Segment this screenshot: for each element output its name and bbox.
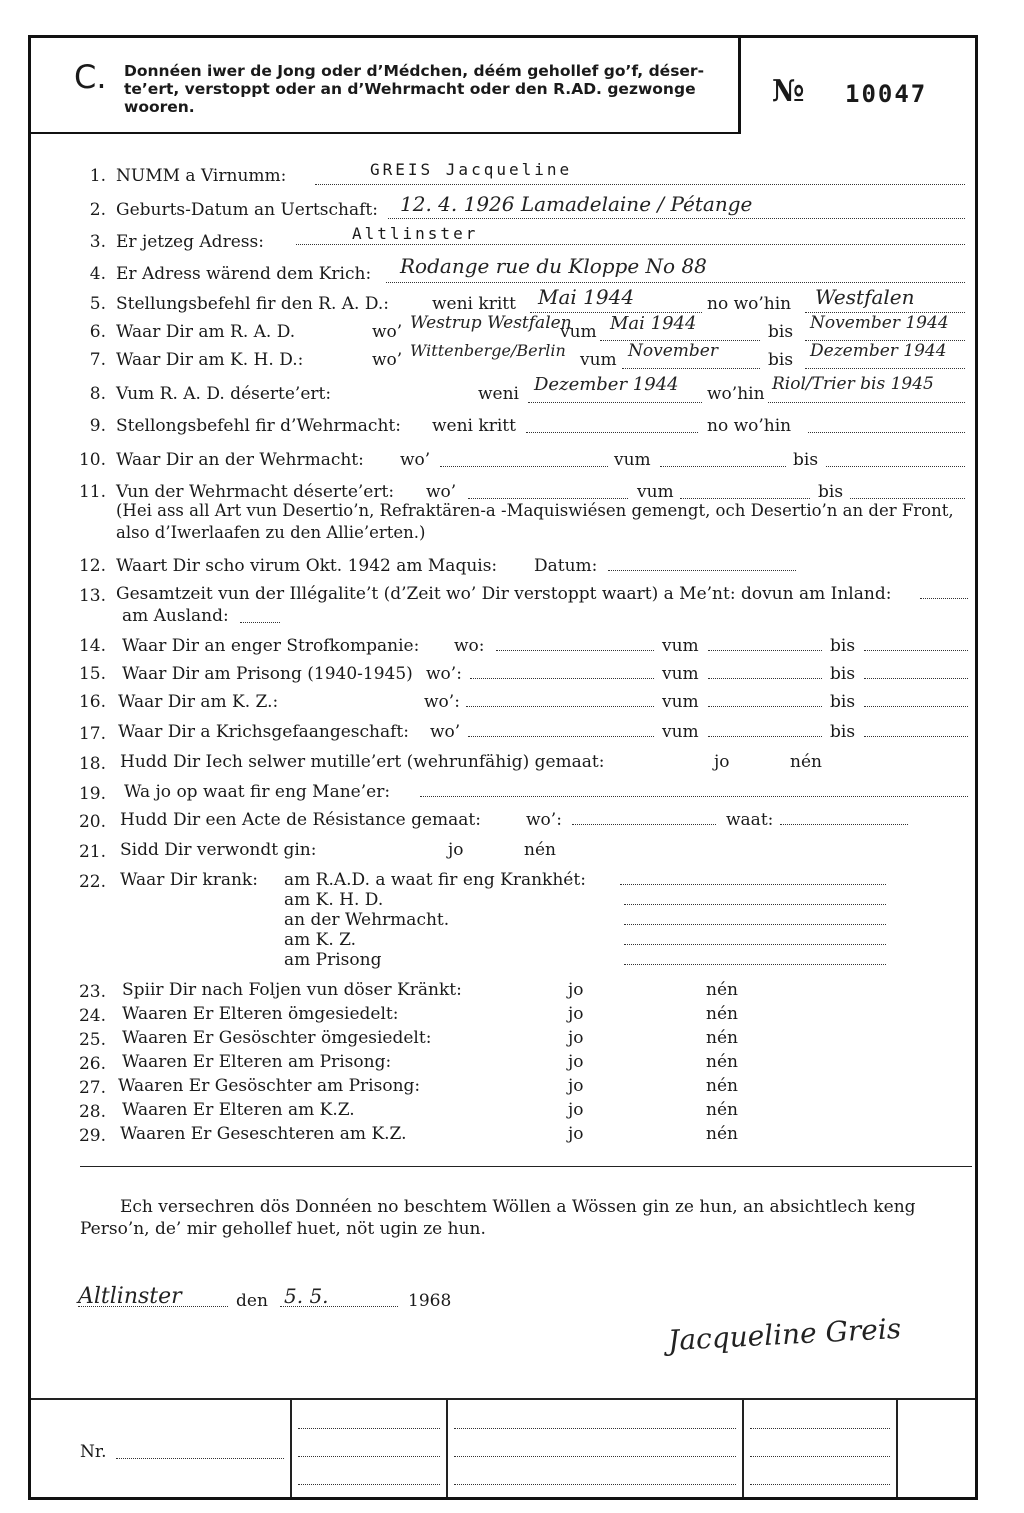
fill-line [708,706,822,707]
row-label: Waar Dir am K. Z.: [118,692,279,712]
fill-line [750,1456,890,1457]
row-label: Waaren Er Geseschteren am K.Z. [120,1124,407,1144]
wo-label: wo’ [430,722,461,742]
address-value: Altlinster [352,224,479,243]
sick-wehrmacht: an der Wehrmacht. [284,910,450,930]
nen-option: nén [524,840,556,860]
fill-line [864,650,968,651]
fill-line [624,944,886,945]
row-number: 3. [89,232,106,252]
fill-line [572,824,716,825]
row-number: 16. [78,692,106,712]
row-number: 21. [78,842,106,862]
form-number: 10047 [845,80,928,108]
row-number: 28. [78,1102,106,1122]
hin-label: no wo’hin [707,294,792,314]
vum-label: vum [662,692,699,712]
bis-value: Dezember 1944 [810,341,947,361]
vum-label: vum [560,322,597,342]
bis-label: bis [830,664,856,684]
fill-line [780,824,908,825]
fill-line [850,498,965,499]
row-label-2: am Ausland: [122,606,229,626]
row-number: 12. [78,556,106,576]
row-number: 10. [78,450,106,470]
bis-value: November 1944 [810,313,949,333]
fill-line [388,218,965,219]
row-label: Gesamtzeit vun der Illégalite’t (d’Zeit wo’ Dir verstoppt waart) a Me’nt: dovun am Inland: [116,584,892,604]
fill-line [454,1456,736,1457]
nen-option: nén [706,1028,738,1048]
row-number: 1. [89,166,106,186]
fill-line [768,402,965,403]
fill-line [454,1484,736,1485]
fill-line [750,1484,890,1485]
fill-line [622,368,760,369]
jo-option: jo [714,752,730,772]
hin-value: Riol/Trier bis 1945 [772,374,934,394]
fill-line [864,678,968,679]
row-label: Waar Dir am R. A. D. [116,322,296,342]
row-number: 25. [78,1030,106,1050]
wo-label: wo’ [426,482,457,502]
row-label: Waaren Er Gesöschter am Prisong: [118,1076,421,1096]
row-number: 13. [78,586,106,606]
fill-line [298,1484,440,1485]
row-number: 24. [78,1006,106,1026]
fill-line [708,650,822,651]
handwritten-signature: Jacqueline Greis [667,1311,902,1358]
name-value: GREIS Jacqueline [370,160,573,179]
fill-line [296,244,965,245]
vum-label: vum [614,450,651,470]
fill-line [660,466,786,467]
row-label: Waar Dir krank: [120,870,258,890]
header-rule [31,132,738,134]
jo-option: jo [568,1100,584,1120]
row-label: Er Adress wärend dem Krich: [116,264,372,284]
row-number: 20. [78,812,106,832]
fill-line [466,706,654,707]
wo-label: wo’ [372,350,403,370]
row-number: 5. [89,294,106,314]
fill-line [298,1456,440,1457]
fill-line [468,736,654,737]
fill-line [470,678,654,679]
signature-place: Altlinster [78,1284,182,1309]
datum-label: Datum: [534,556,598,576]
row-number: 18. [78,754,106,774]
number-sign: № [772,74,805,109]
nen-option: nén [790,752,822,772]
row-label: Sidd Dir verwondt gin: [120,840,317,860]
row-note: (Hei ass all Art vun Desertio’n, Refraktären-a -Maquiswiésen gemengt, och Desertio’n an der Front, also d’Iwerlaafen zu den Allie’erten.) [116,501,954,542]
jo-option: jo [568,1124,584,1144]
bis-label: bis [818,482,844,502]
sick-kz: am K. Z. [284,930,357,950]
wo-value: Westrup Westfalen [410,313,572,333]
row-label: Stellongsbefehl fir d’Wehrmacht: [116,416,401,436]
jo-option: jo [448,840,464,860]
wo-label: wo’ [400,450,431,470]
row-number: 14. [78,636,106,656]
row-label: Vum R. A. D. déserte’ert: [116,384,332,404]
row-number: 4. [89,264,106,284]
footer-divider [742,1399,744,1497]
fill-line [78,1306,228,1307]
bis-label: bis [793,450,819,470]
row-label: Waar Dir am Prisong (1940-1945) [122,664,413,684]
fill-line [864,736,968,737]
footer-divider [896,1399,898,1497]
row-label: Geburts-Datum an Uertschaft: [116,200,378,220]
row-number: 9. [89,416,106,436]
row-number: 17. [78,724,106,744]
wo-value: Wittenberge/Berlin [410,341,566,360]
fill-line [624,924,886,925]
vum-label: vum [662,636,699,656]
footer-divider [446,1399,448,1497]
sick-prisong: am Prisong [284,950,382,970]
row-label: Waaren Er Elteren am K.Z. [122,1100,355,1120]
row-label: Er jetzeg Adress: [116,232,264,252]
nen-option: nén [706,1100,738,1120]
fill-line [680,498,810,499]
hin-value: Westfalen [815,285,915,309]
footer-top-line [31,1398,975,1400]
vum-label: vum [580,350,617,370]
form-title: Donnéen iwer de Jong oder d’Médchen, déém gehollef go’f, déser-te’ert, verstoppt oder an d’Wehrmacht oder den R.AD. gezwonge wooren. [124,62,705,116]
row-label: Stellungsbefehl fir den R. A. D.: [116,294,390,314]
nen-option: nén [706,1124,738,1144]
bis-label: bis [830,722,856,742]
kritt-label: weni kritt [432,416,516,436]
fill-line [440,466,608,467]
fill-line [496,650,654,651]
row-label: Waaren Er Elteren ömgesiedelt: [122,1004,399,1024]
row-number: 15. [78,664,106,684]
row-number: 27. [78,1078,106,1098]
row-label: Wa jo op waat fir eng Mane’er: [124,782,391,802]
row-number: 22. [78,872,106,892]
weni-value: Dezember 1944 [534,374,679,395]
fill-line [240,622,280,623]
row-label: Waar Dir a Krichsgefaangeschaft: [118,722,409,742]
wo-label: wo: [454,636,485,656]
hin-label: wo’hin [707,384,765,404]
jo-option: jo [568,980,584,1000]
row-number: 11. [78,482,106,502]
nen-option: nén [706,980,738,1000]
row-label: NUMM a Virnumm: [116,166,287,186]
fill-line [708,678,822,679]
kritt-label: weni kritt [432,294,516,314]
vum-label: vum [637,482,674,502]
nen-option: nén [706,1076,738,1096]
fill-line [468,498,628,499]
fill-line [624,964,886,965]
kritt-value: Mai 1944 [538,285,635,309]
waat-label: waat: [726,810,774,830]
row-label: Waaren Er Elteren am Prisong: [122,1052,392,1072]
bis-label: bis [768,350,794,370]
jo-option: jo [568,1052,584,1072]
bis-label: bis [830,636,856,656]
row-label: Waar Dir am K. H. D.: [116,350,304,370]
row-number: 7. [89,350,106,370]
fill-line [528,402,702,403]
signature-year: 1968 [408,1291,452,1311]
row-label: Waar Dir an enger Strofkompanie: [122,636,420,656]
row-label: Vun der Wehrmacht déserte’ert: [116,482,395,502]
wo-label: wo’: [426,664,462,684]
sick-khd: am K. H. D. [284,890,384,910]
bis-label: bis [768,322,794,342]
row-label: Spiir Dir nach Foljen vun döser Kränkt: [122,980,462,1000]
row-number: 8. [89,384,106,404]
jo-option: jo [568,1028,584,1048]
fill-line [624,904,886,905]
nen-option: nén [706,1004,738,1024]
row-label: Waar Dir an der Wehrmacht: [116,450,364,470]
bis-label: bis [830,692,856,712]
row-label: Waart Dir scho virum Okt. 1942 am Maquis: [116,556,498,576]
row-number: 2. [89,200,106,220]
row-label: Waaren Er Gesöschter ömgesiedelt: [122,1028,432,1048]
section-letter: C. [74,58,107,96]
row-number: 23. [78,982,106,1002]
fill-line [750,1428,890,1429]
fill-line [805,368,965,369]
row-number: 6. [89,322,106,342]
nen-option: nén [706,1052,738,1072]
row-number: 29. [78,1126,106,1146]
footer-divider [290,1399,292,1497]
den-label: den [236,1291,268,1311]
wo-label: wo’ [372,322,403,342]
weni-label: weni [478,384,519,404]
jo-option: jo [568,1004,584,1024]
fill-line [298,1428,440,1429]
fill-line [808,432,965,433]
jo-option: jo [568,1076,584,1096]
row-number: 19. [78,784,106,804]
nr-label: Nr. [80,1442,107,1462]
fill-line [116,1458,284,1459]
fill-line [864,706,968,707]
fill-line [420,796,968,797]
fill-line [526,432,698,433]
fill-line [386,282,965,283]
war-address-value: Rodange rue du Kloppe No 88 [400,254,707,278]
fill-line [826,466,965,467]
signature-date: 5. 5. [284,1284,329,1308]
sick-rad: am R.A.D. a waat fir eng Krankhét: [284,870,586,890]
row-label: Hudd Dir Iech selwer mutille’ert (wehrunfähig) gemaat: [120,752,605,772]
vum-value: November [628,341,718,361]
wo-label: wo’: [526,810,562,830]
fill-line [708,736,822,737]
fill-line [315,184,965,185]
row-number: 26. [78,1054,106,1074]
wo-label: wo’: [424,692,460,712]
row-label: Hudd Dir een Acte de Résistance gemaat: [120,810,481,830]
vum-label: vum [662,664,699,684]
fill-line [620,884,886,885]
hin-label: no wo’hin [707,416,792,436]
header-divider [738,38,741,134]
vum-value: Mai 1944 [610,313,697,334]
fill-line [920,598,968,599]
birth-value: 12. 4. 1926 Lamadelaine / Pétange [400,192,753,216]
fill-line [608,570,796,571]
separator-line [80,1166,972,1167]
fill-line [280,1306,398,1307]
declaration-text: Ech versechren dös Donnéen no beschtem Wöllen a Wössen gin ze hun, an absichtlech keng Perso’n, de’ mir gehollef huet, nöt ugin ze hun. [80,1197,916,1239]
fill-line [454,1428,736,1429]
vum-label: vum [662,722,699,742]
